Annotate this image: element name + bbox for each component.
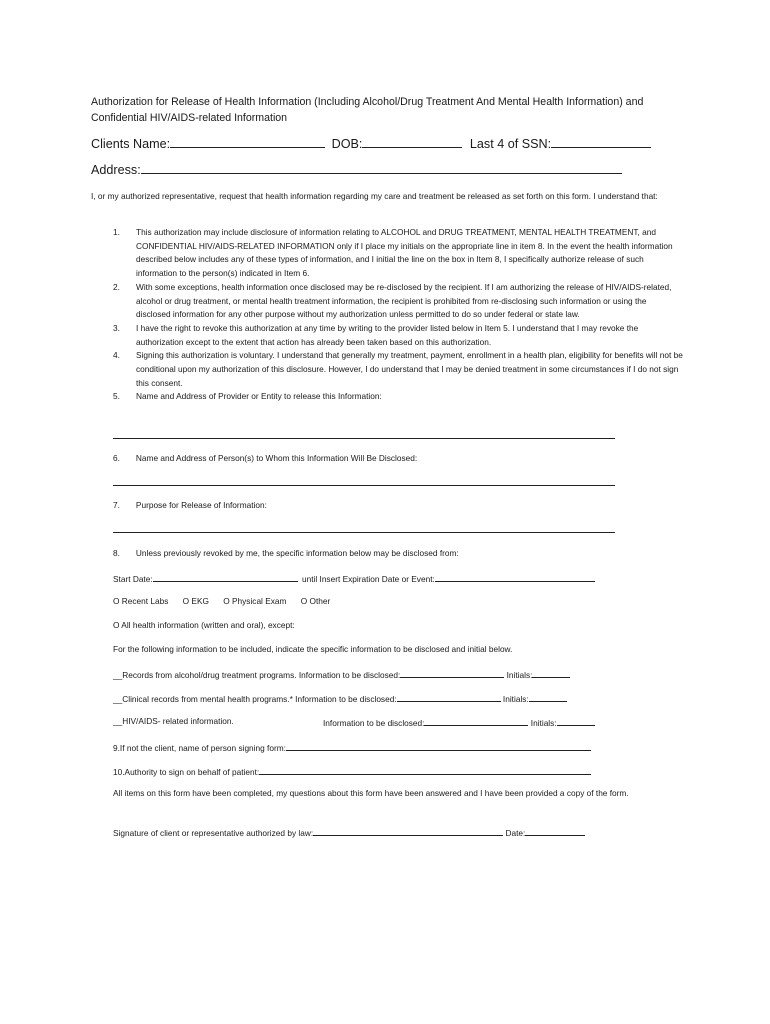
signature-field[interactable] bbox=[313, 825, 503, 836]
address-row bbox=[91, 162, 622, 178]
signature-row: Signature of client or representative authorized by law: Date: bbox=[113, 825, 585, 841]
list-item: 2. With some exceptions, health information once disclosed may be re-disclosed by the recipient. If I am authorizing the release of HIV/AIDS-related, alcohol or drug treatment, or mental health treatment information, the recipient is prohibited from re-disclosing such information or using the disclosed information for any other purpose without my authorization unless permitted to do so under federal or state law. bbox=[113, 281, 672, 320]
ssn-label: Last 4 of SSN: bbox=[469, 137, 552, 151]
item-7: 7. Purpose for Release of Information: bbox=[113, 500, 267, 510]
alcohol-drug-initials-field[interactable] bbox=[532, 667, 570, 678]
list-item: 3. I have the right to revoke this authorization at any time by writing to the provider listed below in Item 5. I understand that I may revoke the authorization except to the extent that action has already been taken based on this authorization. bbox=[113, 322, 639, 347]
item-10-row: 10.Authority to sign on behalf of patient: bbox=[113, 764, 591, 780]
address-field[interactable] bbox=[141, 163, 622, 174]
option-all-health-info[interactable]: O All health information (written and oral), except: bbox=[113, 620, 295, 630]
alcohol-drug-info-field[interactable] bbox=[400, 667, 504, 678]
dob-field[interactable] bbox=[362, 137, 462, 148]
dob-label: DOB: bbox=[331, 137, 363, 151]
recipient-address-field[interactable] bbox=[113, 485, 615, 486]
hiv-aids-info-row: Information to be disclosed: Initials: bbox=[323, 715, 595, 731]
clients-name-field[interactable] bbox=[170, 137, 325, 148]
option-physical-exam[interactable]: O Physical Exam bbox=[223, 596, 287, 606]
hiv-aids-initials-field[interactable] bbox=[557, 715, 595, 726]
mental-health-info-field[interactable] bbox=[397, 691, 501, 702]
clients-name-label: Clients Name: bbox=[91, 137, 171, 151]
client-info-row bbox=[91, 136, 651, 152]
authority-field[interactable] bbox=[259, 764, 591, 775]
expiration-field[interactable] bbox=[435, 571, 595, 582]
list-item: 1. This authorization may include disclosure of information relating to ALCOHOL and DRUG TREATMENT, MENTAL HEALTH TREATMENT, and CONFIDENTIAL HIV/AIDS-RELATED INFORMATION only if I place my initials on the appropriate line in item 8. In the event the health information described below includes any of these types of information, and I initial the line on the box in Item 8, I specifically authorize release of such information to the person(s) indicated in Item 6. bbox=[113, 227, 673, 279]
item-8: 8. Unless previously revoked by me, the specific information below may be disclosed from: bbox=[113, 548, 459, 558]
completion-statement: All items on this form have been completed, my questions about this form have been answered and I have been provided a copy of the form. bbox=[113, 788, 629, 798]
hiv-aids-records-row: __HIV/AIDS- related information. bbox=[113, 716, 234, 726]
form-title-line-2: Confidential HIV/AIDS-related Information bbox=[91, 112, 288, 124]
alcohol-drug-records-row: __Records from alcohol/drug treatment programs. Information to be disclosed: Initials: bbox=[113, 667, 570, 683]
ssn-field[interactable] bbox=[551, 137, 651, 148]
numbered-items bbox=[113, 226, 683, 404]
item-6: 6. Name and Address of Person(s) to Whom this Information Will Be Disclosed: bbox=[113, 453, 418, 463]
option-recent-labs[interactable]: O Recent Labs bbox=[113, 596, 169, 606]
signature-date-field[interactable] bbox=[525, 825, 585, 836]
start-date-field[interactable] bbox=[153, 571, 298, 582]
purpose-field[interactable] bbox=[113, 532, 615, 533]
item-9-row: 9.If not the client, name of person signing form: bbox=[113, 740, 591, 756]
list-item: 4. Signing this authorization is voluntary. I understand that generally my treatment, payment, enrollment in a health plan, eligibility for benefits will not be conditional upon my authorization of this disclosure. However, I do understand that I may be denied treatment in some circumstances if I do not sign this consent. bbox=[113, 350, 683, 388]
date-range-row bbox=[113, 571, 595, 587]
mental-health-initials-field[interactable] bbox=[529, 691, 567, 702]
provider-address-field[interactable] bbox=[113, 438, 615, 439]
following-info-text: For the following information to be included, indicate the specific information to be disclosed and initial below. bbox=[113, 644, 513, 654]
hiv-aids-info-field[interactable] bbox=[424, 715, 528, 726]
form-title-line-1: Authorization for Release of Health Information (Including Alcohol/Drug Treatment And Mental Health Information) and bbox=[91, 96, 644, 108]
address-label: Address: bbox=[91, 163, 141, 177]
until-label: until Insert Expiration Date or Event: bbox=[301, 574, 435, 584]
mental-health-records-row: __Clinical records from mental health programs.* Information to be disclosed: Initials: bbox=[113, 691, 567, 707]
form-title bbox=[91, 94, 643, 126]
signer-name-field[interactable] bbox=[286, 740, 591, 751]
list-item: 5. Name and Address of Provider or Entity to release this Information: bbox=[113, 391, 382, 402]
info-options-row bbox=[113, 595, 330, 609]
start-date-label: Start Date: bbox=[113, 574, 153, 584]
option-other[interactable]: O Other bbox=[300, 596, 331, 606]
intro-text: I, or my authorized representative, request that health information regarding my care and treatment be released as set forth on this form. I understand that: bbox=[91, 191, 658, 201]
option-ekg[interactable]: O EKG bbox=[182, 596, 209, 606]
